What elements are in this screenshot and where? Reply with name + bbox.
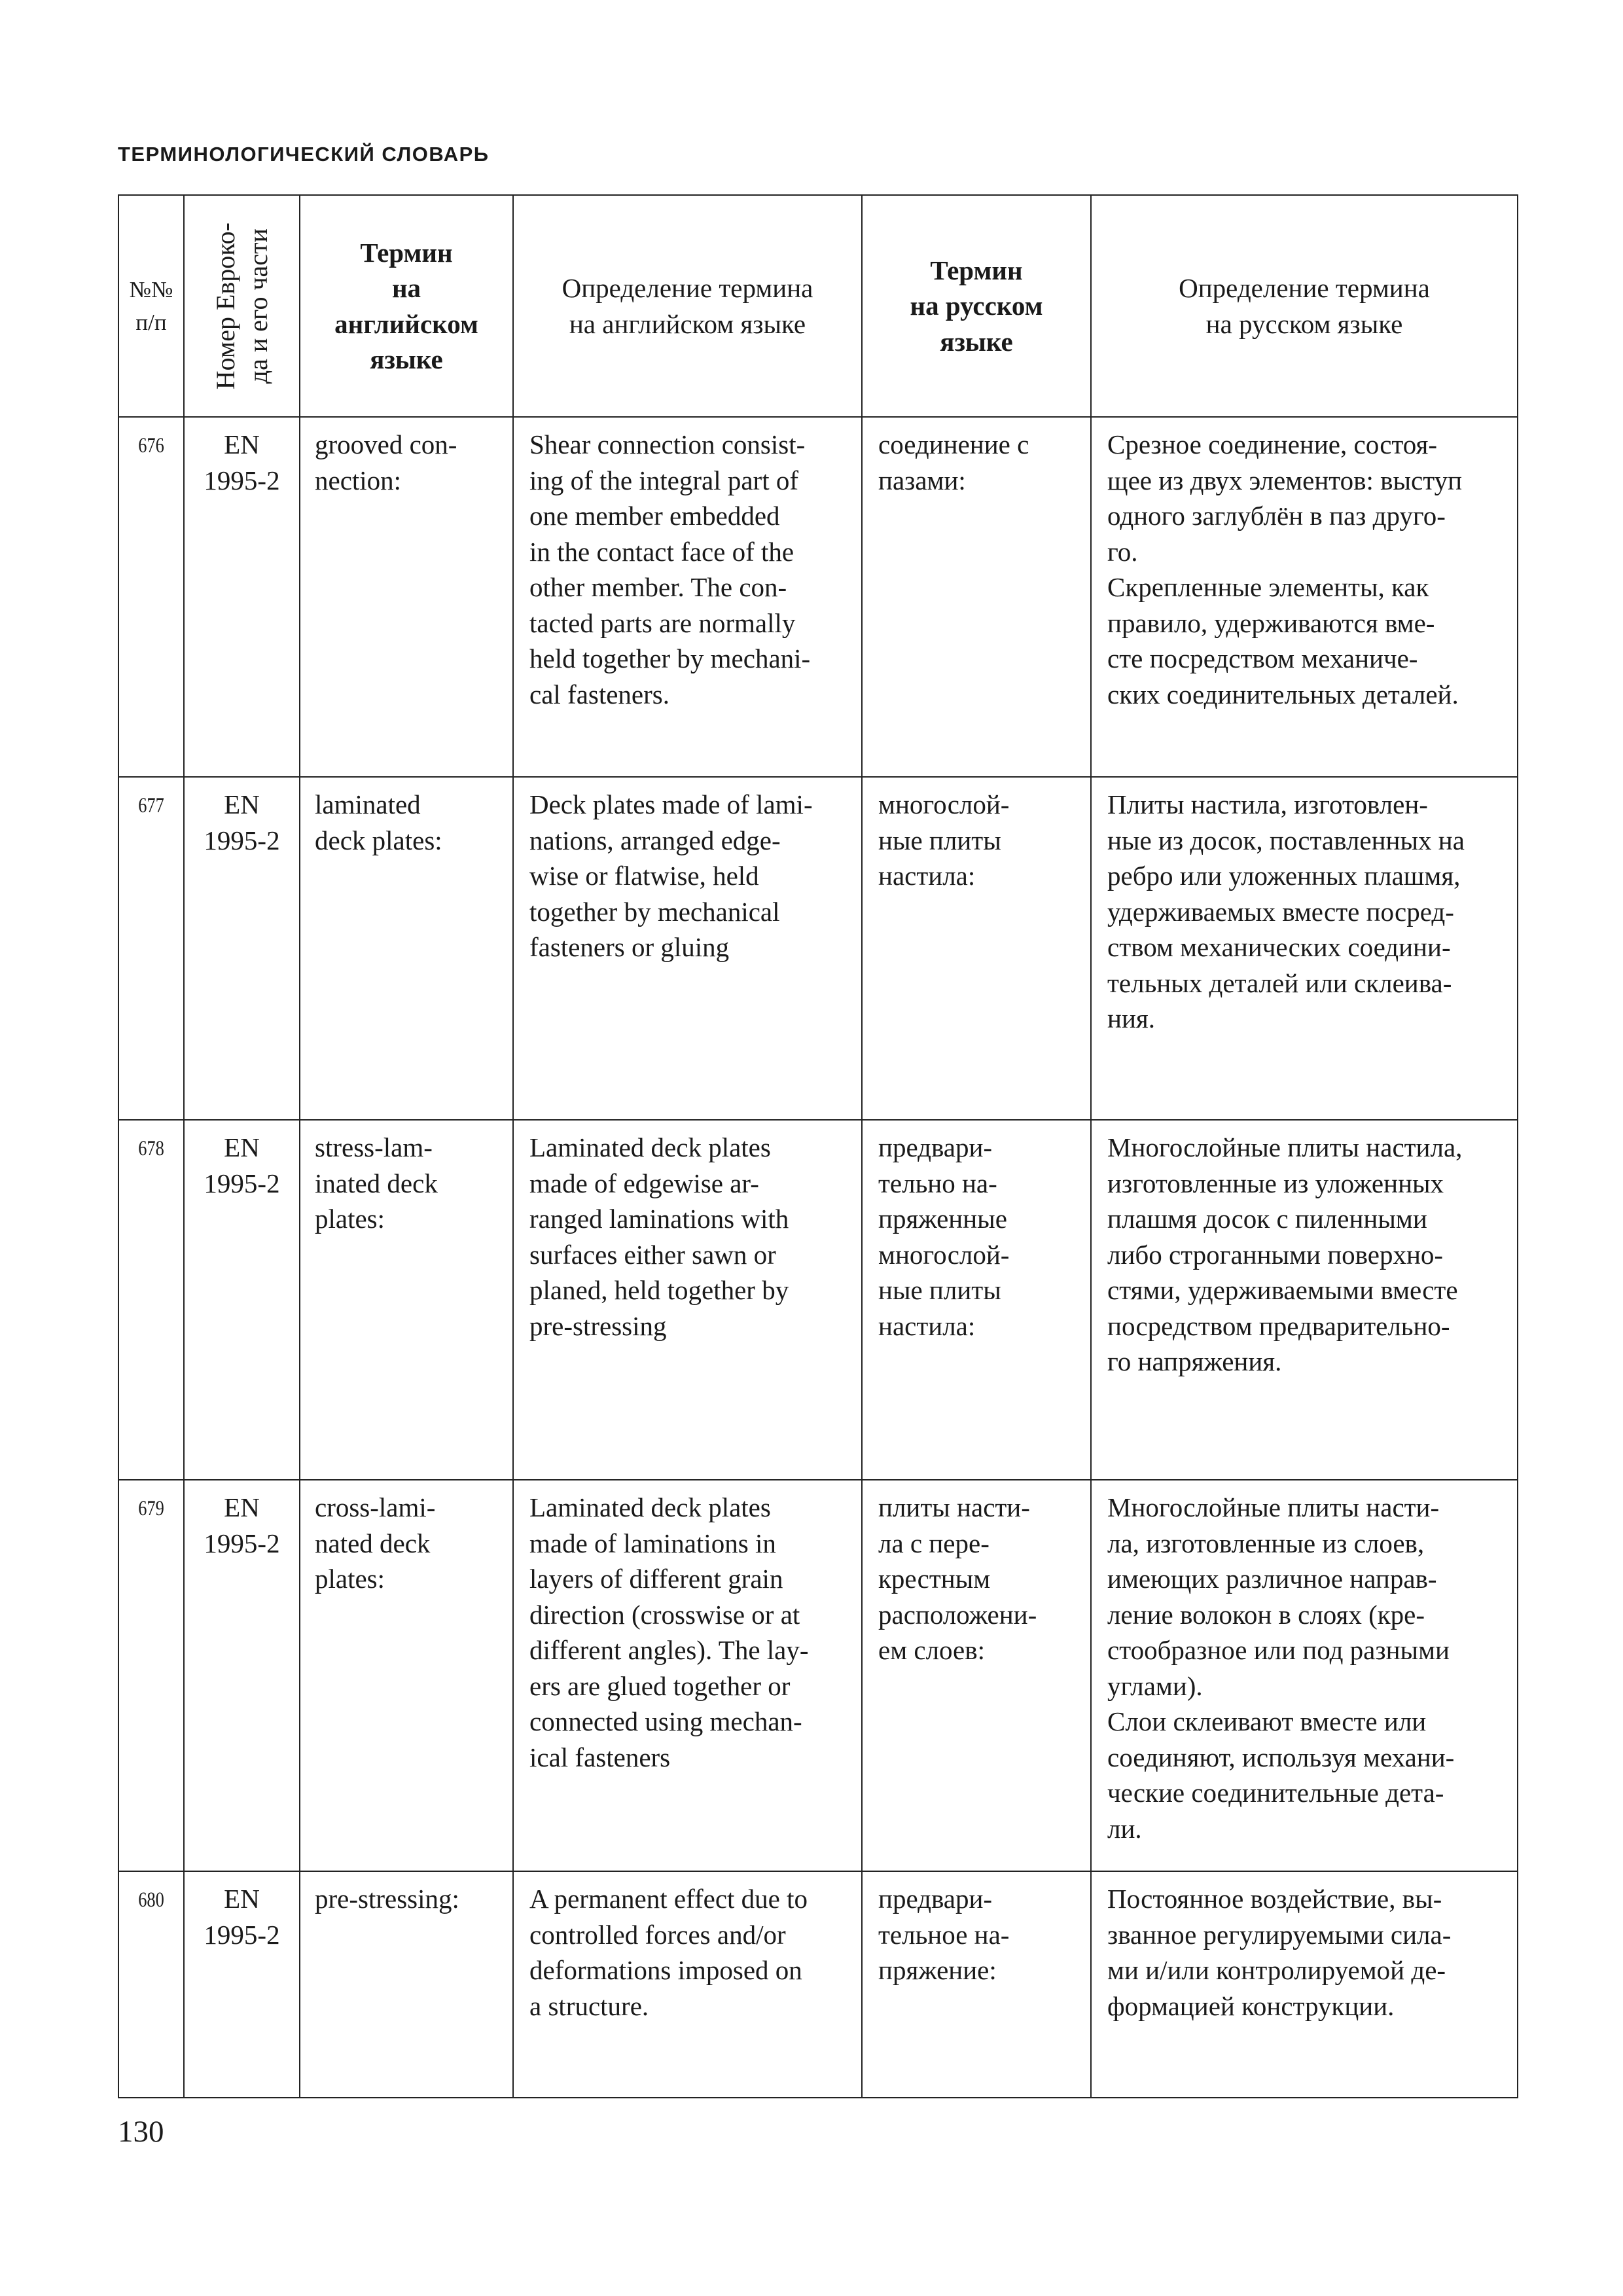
entry-number: 676 xyxy=(125,417,177,777)
entry-term-ru: соединение с пазами: xyxy=(862,417,1091,777)
entry-number: 677 xyxy=(125,777,177,1120)
entry-term-en: pre-stressing: xyxy=(300,1871,513,2098)
header-def-ru: Определение термина на русском языке xyxy=(1091,195,1518,417)
table-row xyxy=(118,417,1518,777)
header-row xyxy=(118,195,1518,417)
entry-number: 679 xyxy=(125,1480,177,1871)
entry-term-en: grooved con- nection: xyxy=(300,417,513,777)
header-term-en: Термин на английском языке xyxy=(300,195,513,417)
entry-def-ru: Плиты настила, изготовлен- ные из досок, поставленных на ребро или уложенных плашмя, удерживаемых вместе посред- ством механических соедини- тельных деталей или склеива- ния. xyxy=(1091,777,1518,1120)
entry-def-en: Shear connection consist- ing of the integral part of one member embedded in the contact face of the other member. The con- tacted parts are normally held together by mechani- cal fasteners. xyxy=(513,417,862,777)
table-row xyxy=(118,777,1518,1120)
header-def-en: Определение термина на английском языке xyxy=(513,195,862,417)
entry-term-ru: плиты насти- ла с пере- крестным расположени- ем слоев: xyxy=(862,1480,1091,1871)
entry-eurocode: EN 1995-2 xyxy=(184,1120,300,1480)
entry-def-en: A permanent effect due to controlled forces and/or deformations imposed on a structure. xyxy=(513,1871,862,2098)
table-row xyxy=(118,1871,1518,2098)
entry-def-en: Laminated deck plates made of laminations in layers of different grain direction (crosswise or at different angles). The lay- ers are glued together or connected using mechan- ical fasteners xyxy=(513,1480,862,1871)
entry-eurocode: EN 1995-2 xyxy=(184,1480,300,1871)
header-num: №№ п/п xyxy=(118,195,184,417)
entry-eurocode: EN 1995-2 xyxy=(184,417,300,777)
entry-number: 678 xyxy=(125,1120,177,1480)
header-eurocode-label: Номер Евроко- да и его части xyxy=(210,222,273,390)
glossary-table xyxy=(118,194,1518,2098)
entry-def-ru: Многослойные плиты настила, изготовленные из уложенных плашмя досок с пиленными либо строганными поверхно- стями, удерживаемыми вместе посредством предварительно- го напряжения. xyxy=(1091,1120,1518,1480)
entry-term-en: stress-lam- inated deck plates: xyxy=(300,1120,513,1480)
entry-term-en: laminated deck plates: xyxy=(300,777,513,1120)
entry-def-ru: Многослойные плиты насти- ла, изготовленные из слоев, имеющих различное направ- ление волокон в слоях (кре- стообразное или под разными углами). Слои склеивают вместе или соединяют, используя механи- ческие соединительные дета- ли. xyxy=(1091,1480,1518,1871)
page-number: 130 xyxy=(118,2115,164,2149)
entry-term-en: cross-lami- nated deck plates: xyxy=(300,1480,513,1871)
entry-eurocode: EN 1995-2 xyxy=(184,777,300,1120)
table-row xyxy=(118,1480,1518,1871)
entry-term-ru: предвари- тельное на- пряжение: xyxy=(862,1871,1091,2098)
header-eurocode xyxy=(184,195,300,417)
header-term-ru: Термин на русском языке xyxy=(862,195,1091,417)
entry-def-ru: Постоянное воздействие, вы- званное регулируемыми сила- ми и/или контролируемой де- формацией конструкции. xyxy=(1091,1871,1518,2098)
entry-number: 680 xyxy=(125,1871,177,2098)
entry-term-ru: предвари- тельно на- пряженные многослой- ные плиты настила: xyxy=(862,1120,1091,1480)
entry-eurocode: EN 1995-2 xyxy=(184,1871,300,2098)
entry-def-ru: Срезное соединение, состоя- щее из двух элементов: выступ одного заглублён в паз друго- го. Скрепленные элементы, как правило, удерживаются вме- сте посредством механиче- ских соединительных деталей. xyxy=(1091,417,1518,777)
entry-term-ru: многослой- ные плиты настила: xyxy=(862,777,1091,1120)
table-row xyxy=(118,1120,1518,1480)
table-header xyxy=(118,195,1518,417)
entry-def-en: Deck plates made of lami- nations, arranged edge- wise or flatwise, held together by mechanical fasteners or gluing xyxy=(513,777,862,1120)
running-head: ТЕРМИНОЛОГИЧЕСКИЙ СЛОВАРЬ xyxy=(118,143,490,166)
entry-def-en: Laminated deck plates made of edgewise ar- ranged laminations with surfaces either sawn or planed, held together by pre-stressing xyxy=(513,1120,862,1480)
